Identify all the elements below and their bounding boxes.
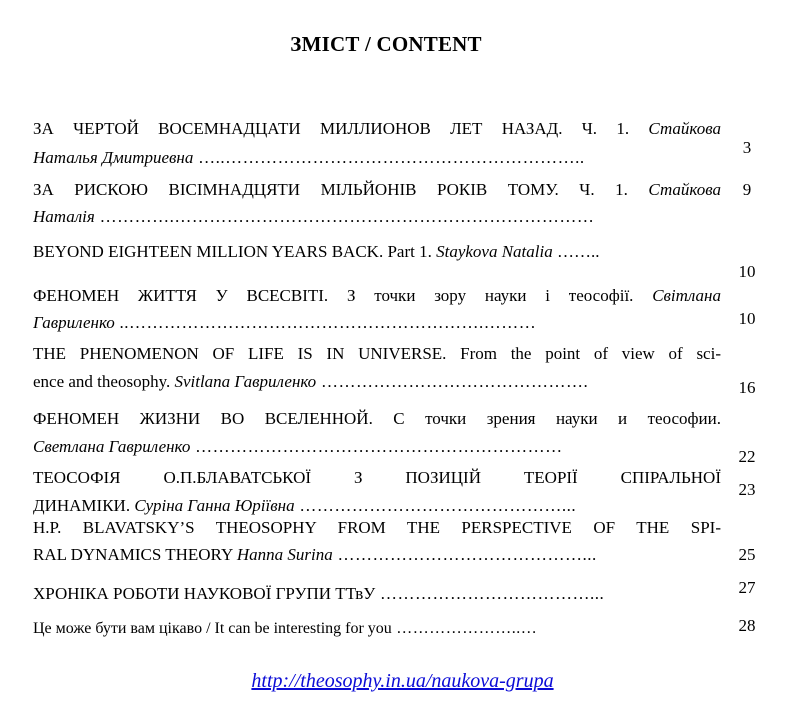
toc-entry-7-line-1[interactable] xyxy=(33,467,721,489)
toc-entry-8-line-2[interactable] xyxy=(33,544,721,566)
toc-entry-title: ДИНАМІКИ. xyxy=(33,496,131,515)
toc-entry-title: RAL DYNAMICS THEORY xyxy=(33,545,233,564)
toc-entry-title: ЗА РИСКОЮ ВІСІМНАДЦЯТИ МІЛЬЙОНІВ РОКІВ ТОМУ. Ч. 1. xyxy=(33,180,628,199)
toc-page-number: 3 xyxy=(742,138,752,157)
toc-entry-1-line-1[interactable] xyxy=(33,118,721,140)
toc-entry-6-line-2[interactable] xyxy=(33,436,721,458)
toc-entry-author: Стайкова xyxy=(648,180,721,199)
toc-entry-title: ЗА ЧЕРТОЙ ВОСЕМНАДЦАТИ МИЛЛИОНОВ ЛЕТ НАЗАД. Ч. 1. xyxy=(33,119,630,138)
toc-entry-author: Hanna Surina xyxy=(236,545,333,564)
toc-entry-author: Наталія xyxy=(33,207,95,226)
toc-entry-2-line-1[interactable] xyxy=(33,179,721,201)
toc-entry-9-line-1[interactable] xyxy=(33,583,721,605)
toc-entry-6-line-1[interactable] xyxy=(33,408,721,430)
toc-leader-dots: ………………………………... xyxy=(375,584,605,603)
toc-entry-title: ФЕНОМЕН ЖИТТЯ У ВСЕСВІТІ. З точки зору науки і теософії. xyxy=(33,286,634,305)
toc-entry-title: ТЕОСОФІЯ О.П.БЛАВАТСЬКОЇ З ПОЗИЦІЙ ТЕОРІЇ СПІРАЛЬНОЇ xyxy=(33,468,721,487)
toc-entry-4-line-1[interactable] xyxy=(33,285,721,307)
toc-entry-title: ФЕНОМЕН ЖИЗНИ ВО ВСЕЛЕННОЙ. С точки зрения науки и теософии. xyxy=(33,409,721,428)
toc-entry-2-line-2[interactable] xyxy=(33,206,721,228)
toc-page-number: 10 xyxy=(738,262,756,281)
toc-page-number: 10 xyxy=(738,309,756,328)
toc-entry-author: Наталья Дмитриевна xyxy=(33,148,194,167)
toc-entry-7-line-2[interactable] xyxy=(33,495,721,517)
toc-entry-title: THE PHENOMENON OF LIFE IS IN UNIVERSE. From the point of view of sci- xyxy=(33,344,721,363)
toc-entry-8-line-1[interactable] xyxy=(33,517,721,539)
toc-entry-author: Светлана Гавриленко xyxy=(33,437,191,456)
toc-page-number: 16 xyxy=(738,378,756,397)
toc-entry-title: H.P. BLAVATSKY’S THEOSOPHY FROM THE PERSPECTIVE OF THE SPI- xyxy=(33,518,721,537)
toc-entry-1-line-2[interactable] xyxy=(33,147,721,169)
toc-leader-dots: ………………………………………. xyxy=(316,372,589,391)
toc-entry-5-line-2[interactable] xyxy=(33,371,721,393)
toc-entry-4-line-2[interactable] xyxy=(33,312,721,334)
toc-entry-author: Суріна Ганна Юріївна xyxy=(134,496,295,515)
toc-entry-author: Svitlana Гавриленко xyxy=(174,372,317,391)
toc-page-number: 25 xyxy=(738,545,756,564)
toc-leader-dots: ………….……………………………………………………………… xyxy=(94,207,595,226)
toc-leader-dots: ……………………………………………………… xyxy=(190,437,563,456)
toc-entry-author: Стайкова xyxy=(648,119,721,138)
toc-entry-5-line-1[interactable] xyxy=(33,343,721,365)
toc-leader-dots: ……………………………………... xyxy=(332,545,597,564)
toc-leader-dots: …….. xyxy=(552,242,600,261)
toc-page-number: 23 xyxy=(738,480,756,499)
toc-entry-title: ХРОНІКА РОБОТИ НАУКОВОЇ ГРУПИ ТТвУ xyxy=(33,584,376,603)
toc-page-number: 9 xyxy=(742,180,752,199)
toc-entry-author: Staykova Natalia xyxy=(436,242,553,261)
toc-page-number: 27 xyxy=(738,578,756,597)
toc-leader-dots: …………………..… xyxy=(391,620,538,637)
toc-leader-dots: ..…………………………………………………….……… xyxy=(114,313,537,332)
toc-leader-dots: ………………………………………... xyxy=(294,496,577,515)
toc-entry-3-line-1[interactable] xyxy=(33,241,721,263)
toc-entry-title: Це може бути вам цікаво / It can be interesting for you xyxy=(33,620,392,637)
toc-entry-title: ence and theosophy. xyxy=(33,372,171,391)
toc-page-number: 28 xyxy=(738,616,756,635)
page-title: ЗМІСТ / CONTENT xyxy=(290,32,482,56)
website-link[interactable]: http://theosophy.in.ua/naukova-grupa xyxy=(251,670,554,692)
toc-page-number: 22 xyxy=(738,447,756,466)
toc-entry-author: Світлана xyxy=(652,286,721,305)
toc-entry-author: Гавриленко xyxy=(33,313,115,332)
toc-leader-dots: …..…………………………………………………….. xyxy=(193,148,585,167)
toc-entry-title: BEYOND EIGHTEEN MILLION YEARS BACK. Part 1. xyxy=(33,242,432,261)
toc-entry-10-line-1[interactable] xyxy=(33,618,721,640)
